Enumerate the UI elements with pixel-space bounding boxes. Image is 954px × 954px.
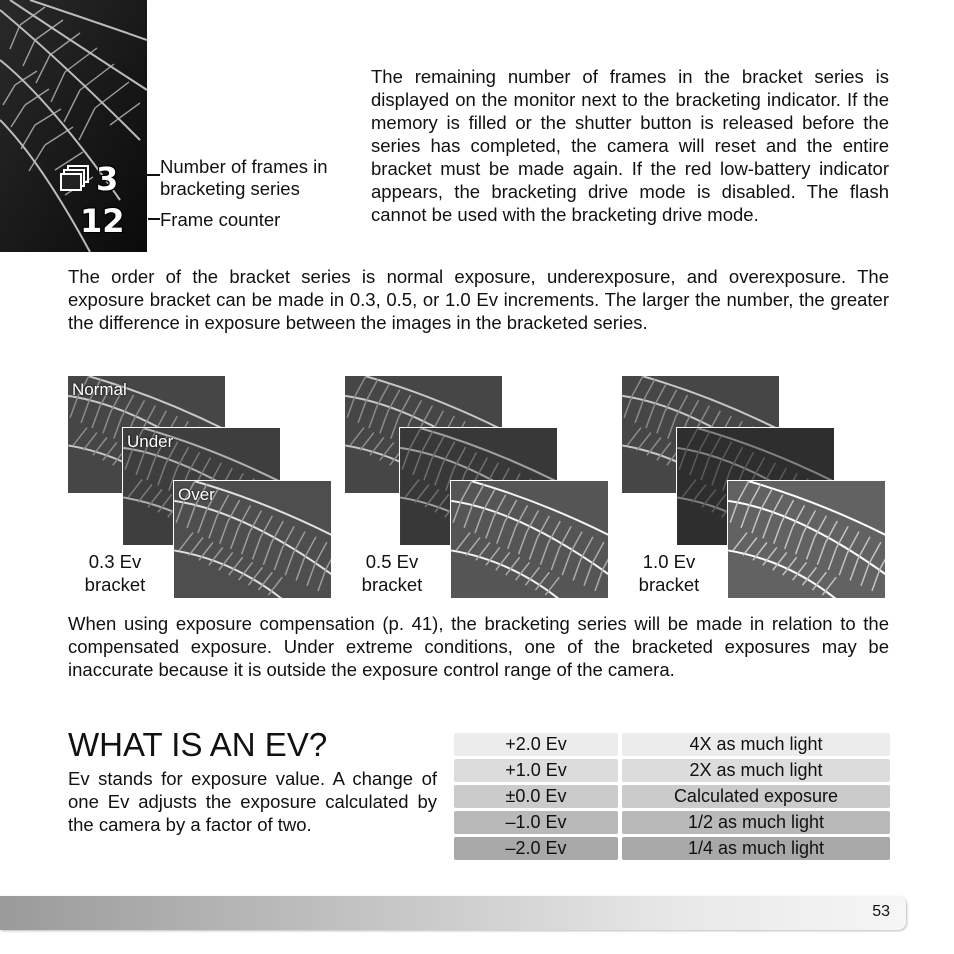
ev-table-row [454,759,891,782]
light-amount-cell: 4X as much light [622,733,890,756]
ev-table-row [454,811,891,834]
bracket-frames-remaining: 3 [96,160,119,198]
monitor-image [0,0,147,252]
bracket-caption-word: bracket [638,574,700,595]
bracket-caption [55,550,175,596]
bracket-photo-over [173,480,332,599]
bracket-caption-word: bracket [361,574,423,595]
bracket-caption [332,550,452,596]
bracket-caption [609,550,729,596]
light-amount-cell: 2X as much light [622,759,890,782]
footer-bar [0,896,906,930]
ev-value-cell: +2.0 Ev [454,733,618,756]
compensation-paragraph: When using exposure compensation (p. 41), the bracketing series will be made in relation to the compensated exposure. Under extreme conditions, one of the bracketed exposures may be inaccurate because it is outside the exposure control range of the camera. [68,613,889,680]
light-amount-cell: 1/2 as much light [622,811,890,834]
light-amount-cell: Calculated exposure [622,785,890,808]
ev-table-row [454,733,891,756]
order-paragraph: The order of the bracket series is normal exposure, underexposure, and overexposure. The exposure bracket can be made in 0.3, 0.5, or 1.0 Ev increments. The larger the number, the greater the difference in exposure between the images in the bracketed series. [68,266,889,333]
bracketing-indicator-icon [60,164,92,192]
bracket-caption-increment: 0.5 Ev [365,551,419,572]
ev-value-cell: ±0.0 Ev [454,785,618,808]
bracket-caption-increment: 0.3 Ev [88,551,142,572]
ev-value-cell: –2.0 Ev [454,837,618,860]
callout-counter-label: Frame counter [160,209,281,230]
ev-table-row [454,785,891,808]
callout-line-counter [148,218,160,220]
light-amount-cell: 1/4 as much light [622,837,890,860]
frame-counter-value: 12 [80,202,125,240]
photo-label-under: Under [127,432,174,451]
photo-label-normal: Normal [72,380,127,399]
bracket-caption-word: bracket [84,574,146,595]
intro-paragraph: The remaining number of frames in the bracket series is displayed on the monitor next to the bracketing indicator. If the memory is filled or the shutter button is released before the series has completed, the camera will reset and the entire bracket must be made again. If the red low-battery indicator appears, the bracketing drive mode is disabled. The flash cannot be used with the bracketing drive mode. [371,66,889,225]
section-heading: WHAT IS AN EV? [68,726,328,763]
callout-frames-label: Number of frames in bracketing series [160,156,328,199]
ev-value-cell: –1.0 Ev [454,811,618,834]
bracket-photo-over [727,480,886,599]
bracket-photo-over [450,480,609,599]
photo-label-over: Over [178,485,215,504]
page-number: 53 [872,903,890,920]
bracket-caption-increment: 1.0 Ev [642,551,696,572]
callout-line-frames [126,174,160,176]
ev-definition: Ev stands for exposure value. A change of one Ev adjusts the exposure calculated by the camera by a factor of two. [68,768,437,835]
ev-value-cell: +1.0 Ev [454,759,618,782]
ev-table-row [454,837,891,860]
